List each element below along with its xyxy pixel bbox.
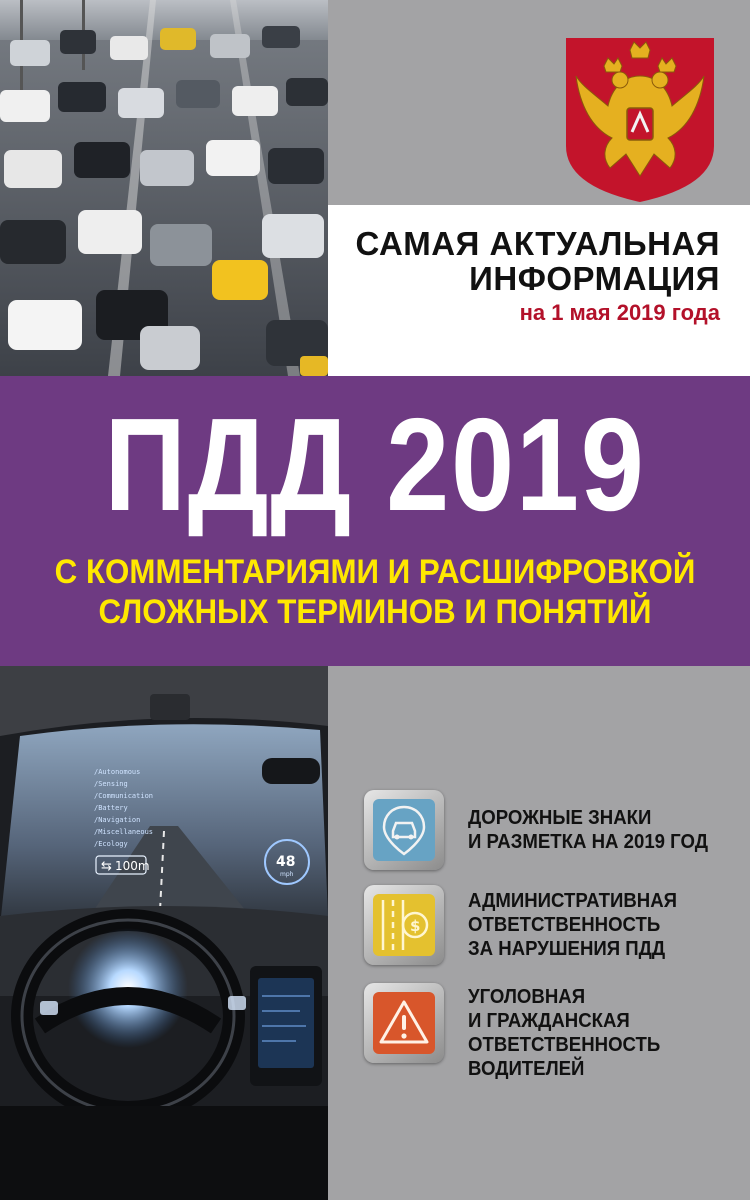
feature-line: ОТВЕТСТВЕННОСТЬ: [468, 914, 661, 936]
feature-icon-frame: [364, 885, 444, 965]
feature-line: ОТВЕТСТВЕННОСТЬ: [468, 1034, 661, 1056]
feature-line: УГОЛОВНАЯ: [468, 986, 586, 1008]
subtitle-line1: С КОММЕНТАРИЯМИ И РАСШИФРОВКОЙ: [54, 553, 696, 591]
feature-icon-frame: [364, 983, 444, 1063]
title-band: [0, 376, 750, 666]
info-headline-line2: ИНФОРМАЦИЯ: [469, 260, 720, 297]
feature-line: И ГРАЖДАНСКАЯ: [468, 1010, 630, 1032]
hud-menu-item: /Miscellaneous: [94, 828, 154, 836]
hud-menu-item: /Communication: [94, 792, 154, 800]
svg-text:$: $: [410, 917, 421, 935]
warning-triangle-icon: [373, 992, 435, 1054]
info-date: на 1 мая 2019 года: [519, 300, 720, 325]
feature-line: И РАЗМЕТКА НА 2019 ГОД: [468, 831, 708, 853]
feature-line: ВОДИТЕЛЕЙ: [468, 1058, 585, 1080]
hud-menu-item: /Battery: [94, 804, 128, 812]
car-location-icon: [373, 799, 435, 861]
dashboard-photo: [0, 666, 328, 1200]
feature-line: ЗА НАРУШЕНИЯ ПДД: [468, 938, 666, 960]
hud-distance: 100m: [115, 859, 150, 873]
coat-of-arms-icon: [564, 36, 716, 204]
feature-criminal-civil-liability: [364, 983, 744, 1080]
hud-speed-unit: mph: [280, 871, 294, 878]
book-title: ПДД 2019: [104, 391, 646, 538]
feature-road-signs: [364, 790, 744, 870]
feature-line: ДОРОЖНЫЕ ЗНАКИ: [468, 807, 652, 829]
info-box: [328, 205, 750, 376]
subtitle-line2: СЛОЖНЫХ ТЕРМИНОВ И ПОНЯТИЙ: [98, 593, 652, 631]
hud-menu-item: /Autonomous: [94, 768, 141, 776]
dashboard-illustration: [0, 666, 328, 1200]
road-coin-icon: [373, 894, 435, 956]
hud-speed: 48: [276, 854, 296, 870]
hud-menu-item: /Navigation: [94, 816, 141, 824]
feature-administrative-liability: [364, 885, 744, 965]
hud-menu-item: /Ecology: [94, 840, 128, 848]
hud-menu-item: /Sensing: [94, 780, 128, 788]
traffic-illustration: [0, 0, 328, 376]
svg-text:⇆: ⇆: [101, 859, 112, 874]
feature-text: [468, 806, 708, 854]
feature-icon-frame: [364, 790, 444, 870]
feature-text: [468, 985, 660, 1081]
feature-line: АДМИНИСТРАТИВНАЯ: [468, 890, 678, 912]
feature-text: [468, 889, 677, 961]
traffic-photo: [0, 0, 328, 376]
info-headline-line1: САМАЯ АКТУАЛЬНАЯ: [355, 225, 720, 262]
